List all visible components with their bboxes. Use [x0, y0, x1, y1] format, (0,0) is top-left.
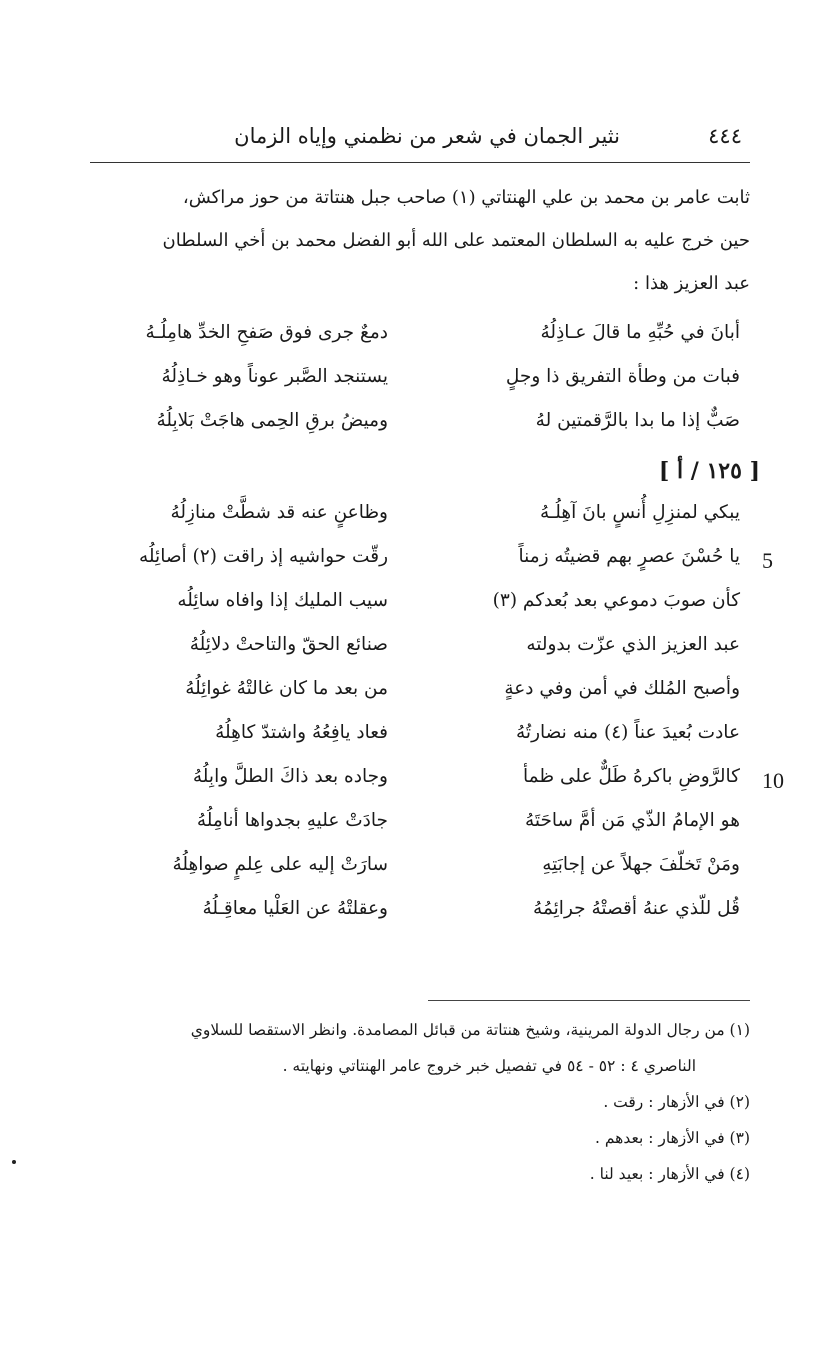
verse-first-hemistich: أبانَ في حُبِّهِ ما قالَ عـاذِلُهُ [540, 322, 740, 343]
verse-second-hemistich: وعقلتْهُ عن العَلْيا معاقِـلُهُ [202, 898, 388, 919]
verse-first-hemistich: هو الإمامُ الذّي مَن أمَّ ساحَتَهُ [524, 810, 740, 831]
verse-line [90, 404, 750, 448]
running-title: نثير الجمان في شعر من نظمني وإياه الزمان [234, 124, 620, 148]
verse-first-hemistich: فبات من وطأة التفريق ذا وجلٍ [505, 366, 740, 387]
verse-second-hemistich: فعاد يافِعُهُ واشتدّ كاهِلُهُ [215, 722, 388, 743]
footnote [90, 1120, 750, 1156]
footnote [90, 1084, 750, 1120]
verse-line [90, 760, 784, 804]
verse-first-hemistich: يا حُسْنَ عصرٍ بهم قضيتُه زمناً [518, 546, 740, 567]
verse-line [90, 496, 750, 540]
line-number: 5 [762, 548, 773, 573]
intro-line: عبد العزيز هذا : [633, 273, 750, 294]
verse-second-hemistich: سيب المليك إذا وافاه سائِلُه [177, 590, 388, 611]
footnote-line: (٣) في الأزهار : بعدهم . [595, 1129, 750, 1147]
verse-first-hemistich: قُل للّذي عنهُ أقصتْهُ جرائِمُهُ [533, 898, 740, 919]
verse-second-hemistich: يستنجد الصَّبر عوناً وهو خـاذِلُهُ [161, 366, 388, 387]
footnote-line: (٤) في الأزهار : بعيد لنا . [589, 1165, 750, 1183]
verse-second-hemistich: من بعد ما كان غالتْهُ غوائِلُهُ [185, 678, 388, 699]
verse-second-hemistich: صنائع الحقّ والتاحتْ دلائِلُهُ [189, 634, 388, 655]
footnote-line: (١) من رجال الدولة المرينية، وشيخ هنتاتة من قبائل المصامدة. وانظر الاستقصا للسلاوي [190, 1021, 750, 1039]
folio-marker: [ ١٢٥ / أ ] [658, 458, 760, 484]
verse-first-hemistich: عادت بُعيدَ عناً (٤) منه نضارتُهُ [516, 722, 740, 743]
footnote [90, 1012, 750, 1084]
verse-first-hemistich: يبكي لمنزِلِ أُنسٍ بانَ آهِلُـهُ [539, 502, 740, 523]
verse-line [90, 672, 750, 716]
verse-first-hemistich: كأن صوبَ دموعي بعد بُعدكم (٣) [492, 590, 740, 611]
verse-first-hemistich: وأصبح المُلك في أمن وفي دعةٍ [504, 678, 740, 699]
header-rule [90, 162, 750, 163]
footnote-line: الناصري ٤ : ٥٢ - ٥٤ في تفصيل خبر خروج عامر الهنتاتي ونهايته . [282, 1057, 696, 1075]
intro-line: ثابت عامر بن محمد بن علي الهنتاتي (١) صاحب جبل هنتاتة من حوز مراكش، [182, 187, 750, 208]
verse-line [90, 360, 750, 404]
line-number: 10 [762, 768, 784, 793]
verse-second-hemistich: وجاده بعد ذاكَ الطلَّ وابِلُهُ [192, 766, 388, 787]
footnote-line: (٢) في الأزهار : رقت . [603, 1093, 750, 1111]
footnotes [90, 1012, 750, 1192]
verse-second-hemistich: رقّت حواشيه إذ راقت (٢) أصائِلُه [139, 546, 388, 567]
verse-first-hemistich: ومَنْ تَخلّفَ جهلاً عن إجابَتِهِ [542, 854, 740, 875]
poem-verses-first [90, 316, 750, 448]
page-number: ٤٤٤ [708, 124, 742, 148]
verse-second-hemistich: وظاعنٍ عنه قد شطَّتْ منازِلُهُ [170, 502, 388, 523]
page-header [90, 118, 750, 158]
footnote [90, 1156, 750, 1192]
verse-first-hemistich: عبد العزيز الذي عزّت بدولته [526, 634, 740, 655]
verse-line [90, 892, 750, 936]
verse-line [90, 848, 750, 892]
scan-speck [12, 1160, 16, 1164]
verse-second-hemistich: سارَتْ إليه على عِلمٍ صواهِلُهُ [172, 854, 388, 875]
verse-line [90, 804, 750, 848]
verse-line [90, 584, 750, 628]
footnote-rule [428, 1000, 750, 1001]
verse-first-hemistich: كالرَّوضِ باكرهُ طَلٌّ على ظمأ [523, 766, 740, 787]
verse-first-hemistich: صَبٌّ إذا ما بدا بالرَّقمتين لهُ [535, 410, 740, 431]
verse-line [90, 628, 750, 672]
verse-second-hemistich: دمعٌ جرى فوق صَفحِ الخدِّ هامِلُـهُ [145, 322, 388, 343]
intro-line: حين خرج عليه به السلطان المعتمد على الله أبو الفضل محمد بن أخي السلطان [162, 230, 750, 251]
verse-second-hemistich: وميضُ برقِ الحِمى هاجَتْ بَلابِلُهُ [156, 410, 388, 431]
verse-line [90, 316, 750, 360]
poem-verses-second [90, 496, 784, 936]
verse-second-hemistich: جادَتْ عليهِ بجدواها أنامِلُهُ [196, 810, 388, 831]
intro-paragraph [90, 176, 750, 305]
verse-line [90, 540, 773, 584]
verse-line [90, 716, 750, 760]
